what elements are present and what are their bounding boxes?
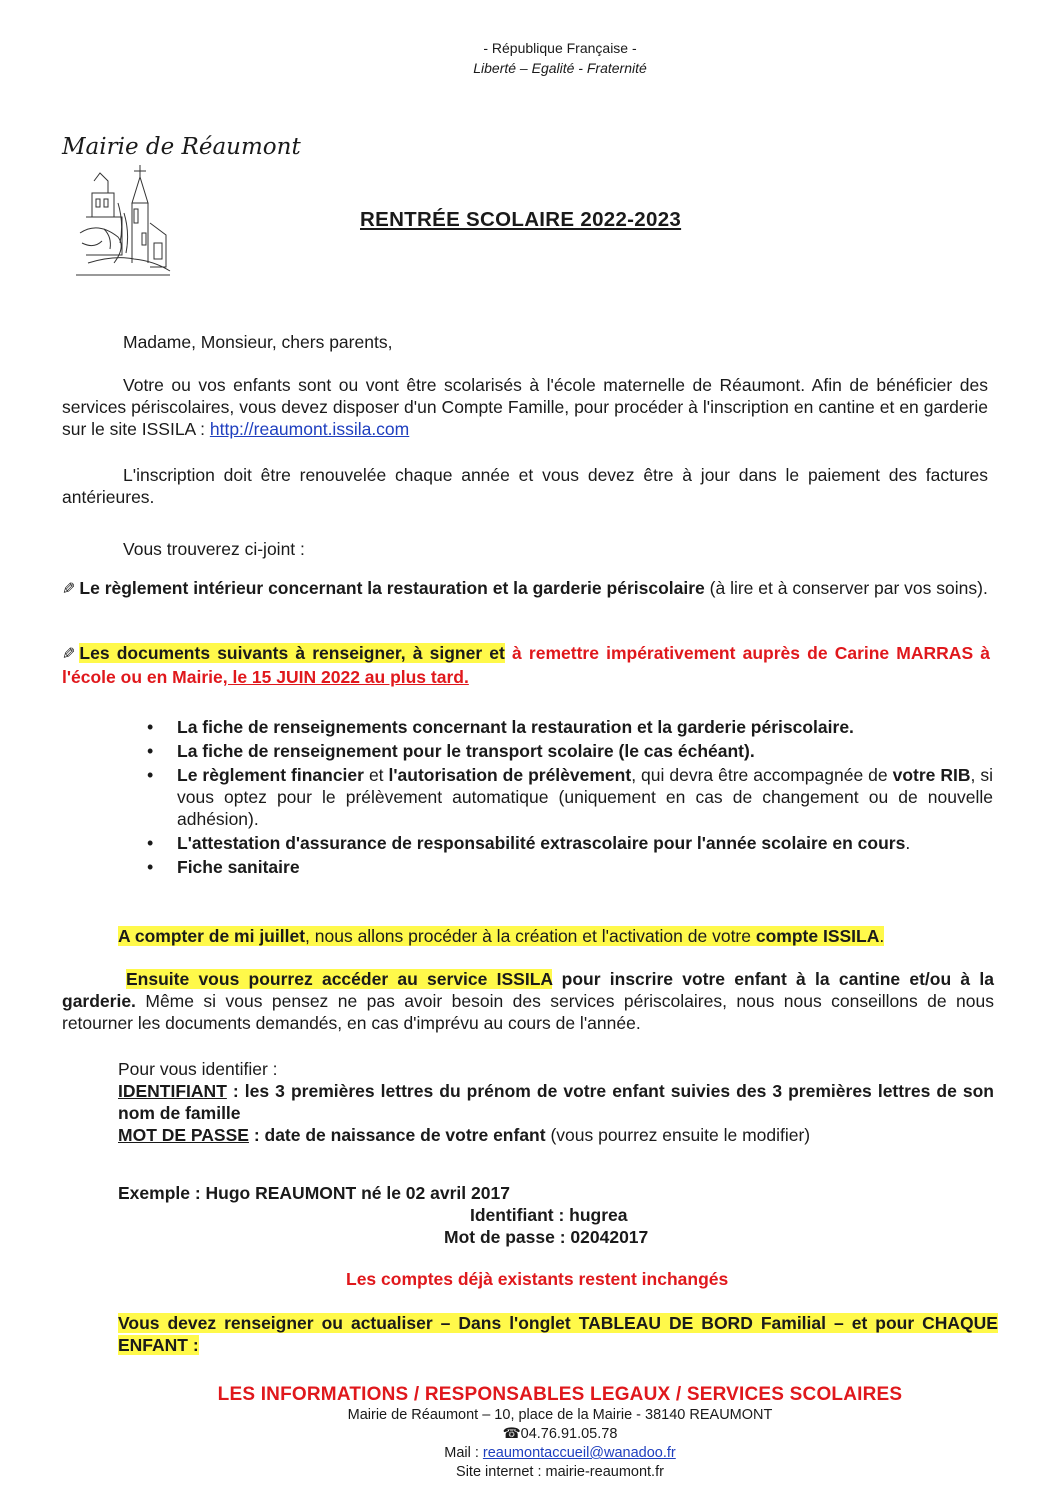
- example-line1: Exemple : Hugo REAUMONT né le 02 avril 2017: [118, 1183, 510, 1203]
- republic-header: [0, 38, 1059, 78]
- july-notice: A compter de mi juillet, nous allons procéder à la création et l'activation de votre compte ISSILA.: [118, 926, 885, 946]
- reglement-bold: Le règlement intérieur concernant la restauration et la garderie périscolaire: [79, 578, 705, 598]
- then-highlight: Ensuite vous pourrez accéder au service ISSILA: [126, 969, 553, 989]
- documents-red: à remettre impérativement auprès de Carine MARRAS à l'école ou en Mairie: [62, 643, 990, 687]
- pen-icon: ✎: [62, 581, 76, 598]
- example-line3: Mot de passe : 02042017: [444, 1227, 649, 1247]
- motto-line: Liberté – Egalité - Fraternité: [473, 60, 647, 76]
- issila-link[interactable]: http://reaumont.issila.com: [209, 419, 410, 439]
- password-text: : date de naissance de votre enfant: [248, 1125, 546, 1145]
- reglement-normal: (à lire et à conserver par vos soins).: [704, 578, 988, 598]
- footer: [0, 1384, 1059, 1482]
- identify-section: [118, 1058, 994, 1146]
- documents-highlight: Les documents suivants à renseigner, à signer et: [79, 643, 505, 663]
- list-item: • La fiche de renseignement pour le transport scolaire (le cas échéant).: [147, 740, 993, 762]
- update-notice: Vous devez renseigner ou actualiser – Dans l'onglet TABLEAU DE BORD Familial – et pour CHAQUE ENFANT :: [118, 1313, 998, 1355]
- intro-text: Votre ou vos enfants sont ou vont être scolarisés à l'école maternelle de Réaumont. Afin de bénéficier des services périscolaires, vous devez disposer d'un Compte Famille, pour procéder à l'inscription en cantine et en garderie sur le site ISSILA :: [62, 375, 988, 439]
- footer-address: Mairie de Réaumont – 10, place de la Mairie - 38140 REAUMONT: [347, 1407, 773, 1423]
- reglement-paragraph: [62, 577, 990, 601]
- then-normal: Même si vous pensez ne pas avoir besoin des services périscolaires, nous nous conseillons de nous retourner les documents demandés, en cas d'imprévu au cours de l'année.: [62, 991, 994, 1033]
- list-item: • Fiche sanitaire: [147, 856, 993, 878]
- list-item: • L'attestation d'assurance de responsabilité extrascolaire pour l'année scolaire en cours.: [147, 832, 993, 854]
- july-bold: A compter de mi juillet: [118, 926, 306, 946]
- identify-intro: Pour vous identifier :: [118, 1059, 278, 1079]
- password-label: MOT DE PASSE: [118, 1125, 249, 1145]
- list-item: • La fiche de renseignements concernant la restauration et la garderie périscolaire.: [147, 716, 993, 738]
- identifiant-label: IDENTIFIANT: [118, 1081, 227, 1101]
- phone-icon: ☎: [502, 1426, 521, 1442]
- july-normal: , nous allons procéder à la création et l'activation de votre: [305, 926, 756, 946]
- pen-icon: ✎: [62, 646, 76, 663]
- identifiant-text: : les 3 premières lettres du prénom de votre enfant suivies des 3 premières lettres de son nom de famille: [118, 1081, 994, 1123]
- intro-paragraph: [62, 374, 988, 440]
- then-paragraph: [62, 968, 994, 1034]
- republic-line: - République Française -: [483, 40, 637, 56]
- attached-intro: Vous trouverez ci-joint :: [123, 539, 305, 559]
- footer-website: Site internet : mairie-reaumont.fr: [456, 1464, 664, 1480]
- documents-paragraph: [62, 642, 990, 688]
- church-sketch-logo: [74, 163, 172, 279]
- page-title: RENTRÉE SCOLAIRE 2022-2023: [360, 208, 682, 231]
- documents-list: [147, 716, 993, 880]
- july-account: compte ISSILA: [755, 926, 880, 946]
- footer-mail: Mail : reaumontaccueil@wanadoo.fr: [444, 1445, 676, 1461]
- footer-red-line: LES INFORMATIONS / RESPONSABLES LEGAUX / SERVICES SCOLAIRES: [217, 1384, 903, 1405]
- footer-phone: ☎04.76.91.05.78: [502, 1426, 618, 1442]
- greeting: Madame, Monsieur, chers parents,: [123, 332, 393, 352]
- renewal-paragraph: L'inscription doit être renouvelée chaque année et vous devez être à jour dans le paiement des factures antérieures.: [62, 465, 988, 507]
- then-bold: pour inscrire votre enfant à la cantine et/ou à la garderie.: [62, 969, 994, 1011]
- mail-link[interactable]: reaumontaccueil@wanadoo.fr: [482, 1445, 676, 1461]
- documents-deadline: , le 15 JUIN 2022 au plus tard.: [222, 667, 469, 687]
- password-note: (vous pourrez ensuite le modifier): [545, 1125, 811, 1145]
- list-item: • Le règlement financier et l'autorisation de prélèvement, qui devra être accompagnée de votre RIB, si vous optez pour le prélèvement automatique (uniquement en cas de changement ou de nouvelle adhésion).: [147, 764, 993, 830]
- mairie-name: Mairie de Réaumont: [62, 134, 301, 160]
- example-line2: Identifiant : hugrea: [470, 1205, 628, 1225]
- existing-accounts-notice: Les comptes déjà existants restent inchangés: [346, 1269, 729, 1289]
